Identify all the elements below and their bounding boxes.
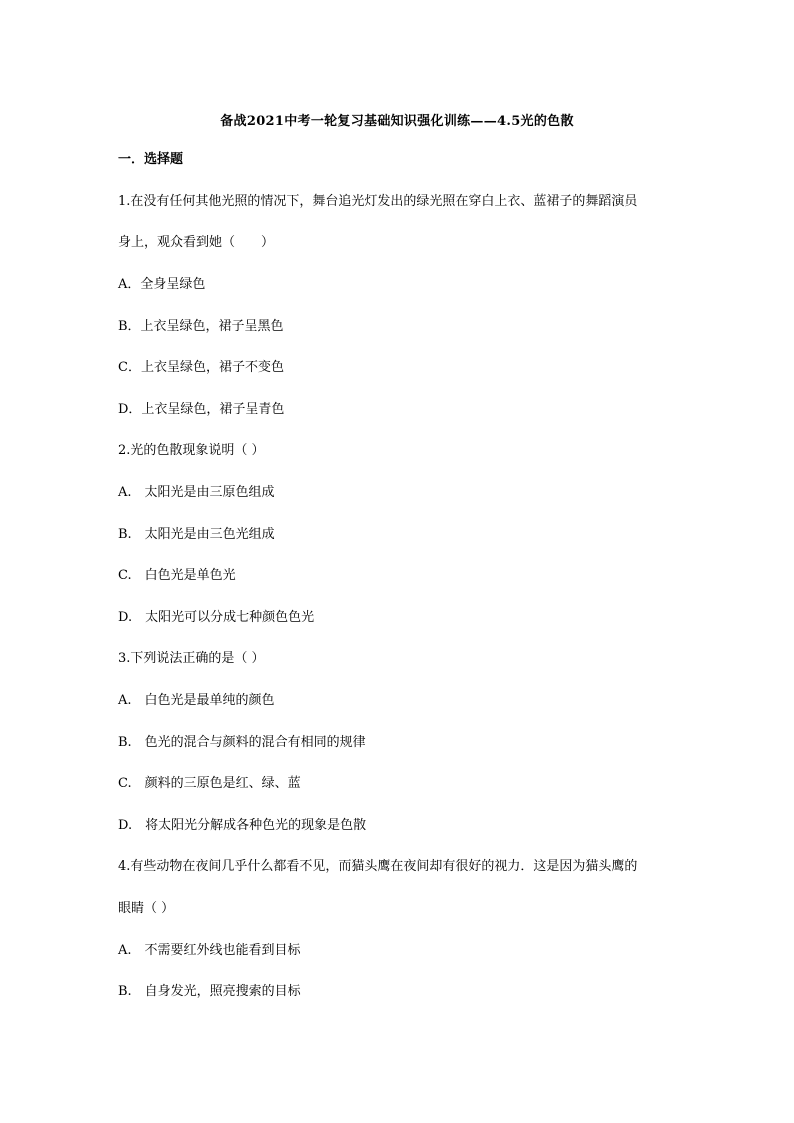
question-3-option-b: B. 色光的混合与颜料的混合有相同的规律 [118,735,366,750]
question-1-option-a: A．全身呈绿色 [118,277,206,292]
question-1-stem-line-1: 1.在没有任何其他光照的情况下，舞台追光灯发出的绿光照在穿白上衣、蓝裙子的舞蹈演员 [118,194,638,209]
question-4-stem-line-1: 4.有些动物在夜间几乎什么都看不见，而猫头鹰在夜间却有很好的视力．这是因为猫头鹰的 [118,859,638,874]
question-4-stem-line-2: 眼睛（ ） [118,901,175,916]
question-1-option-d: D．上衣呈绿色，裙子呈青色 [118,402,285,417]
question-3-stem: 3.下列说法正确的是（ ） [118,651,265,666]
question-2-option-a: A. 太阳光是由三原色组成 [118,485,275,500]
question-1-option-c: C．上衣呈绿色，裙子不变色 [118,360,284,375]
question-2-option-b: B. 太阳光是由三色光组成 [118,527,275,542]
question-1-stem-line-2: 身上，观众看到她（ ） [118,235,275,250]
question-3-option-c: C. 颜料的三原色是红、绿、蓝 [118,776,301,791]
question-3-option-a: A. 白色光是最单纯的颜色 [118,693,275,708]
question-2-option-d: D. 太阳光可以分成七种颜色色光 [118,610,315,625]
question-1-option-b: B．上衣呈绿色，裙子呈黑色 [118,319,284,334]
question-2-option-c: C. 白色光是单色光 [118,568,236,583]
document-title: 备战2021中考一轮复习基础知识强化训练——4.5光的色散 [220,114,574,129]
section-heading: 一．选择题 [118,152,184,167]
question-3-option-d: D. 将太阳光分解成各种色光的现象是色散 [118,818,367,833]
question-2-stem: 2.光的色散现象说明（ ） [118,443,265,458]
question-4-option-a: A. 不需要红外线也能看到目标 [118,943,301,958]
question-4-option-b: B. 自身发光，照亮搜索的目标 [118,984,301,999]
